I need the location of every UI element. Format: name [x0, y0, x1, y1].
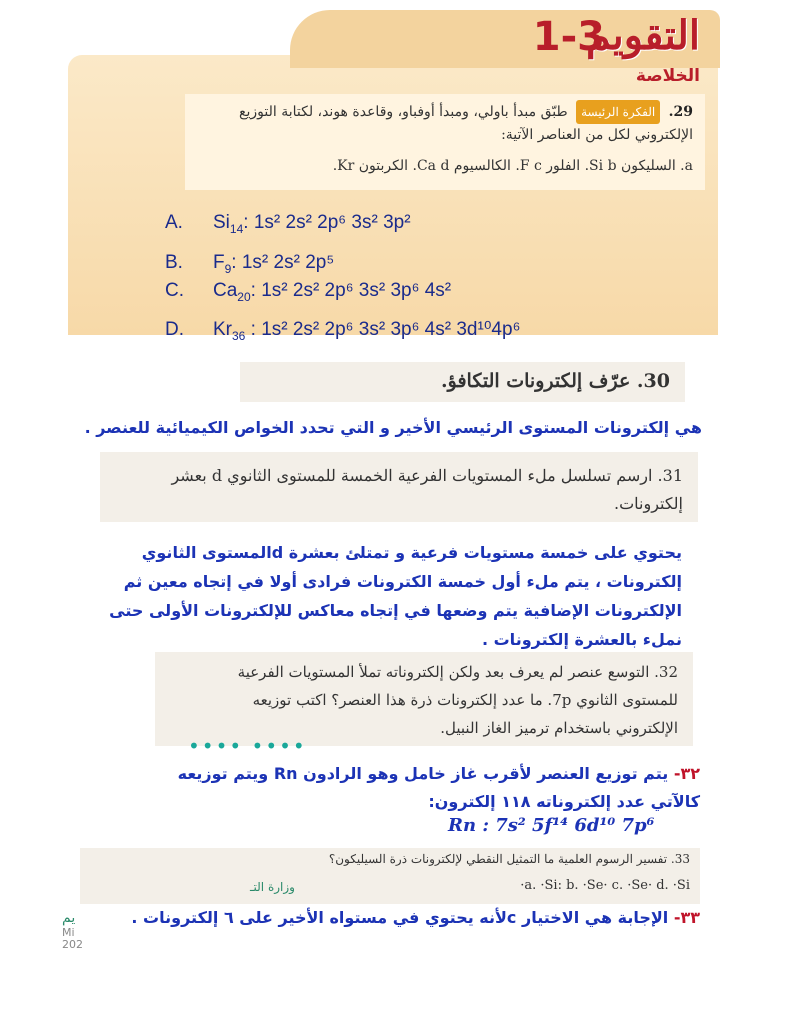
question-33-text: 33. تفسير الرسوم العلمية ما التمثيل النقطي لإلكترونات ذرة السيليكون؟	[328, 852, 690, 866]
question-33-box	[80, 848, 700, 904]
decorative-dots: •••• ••••	[188, 734, 307, 758]
question-30-box	[240, 362, 685, 402]
question-31-box	[100, 452, 698, 522]
summary-label: الخلاصة	[635, 66, 700, 86]
question-29-box	[185, 94, 705, 190]
question-32-box	[155, 652, 693, 746]
question-29-line1: طبّق مبدأ باولي، ومبدأ أوفباو، وقاعدة هوند، لكتابة التوزيع	[239, 104, 568, 120]
question-29-options: a. السليكون Si b. الفلور F c. الكالسيوم Ca d. الكربتون Kr.	[332, 158, 693, 174]
side-fragment-3: 202	[62, 938, 83, 951]
ministry-watermark: وزارة التـ	[250, 880, 295, 894]
answer-33: ٣٣- الإجابة هي الاختيار cلأنه يحتوي في مستواه الأخير على ٦ إلكترونات .	[131, 908, 700, 927]
question-33-options: a. ·Si: b. ·Se· c. ·Se· d. ·Si·	[520, 878, 690, 893]
answer-32: ٣٢- يتم توزيع العنصر لأقرب غاز خامل وهو الرادون Rn ويتم توزيعه كالآتي عدد إلكتروناته ١١٨ إلكترون:	[177, 764, 700, 811]
answer-29-a: A. $Si_{14}$: 1s² 2s² 2p⁶ 3s² 3p²	[165, 212, 411, 236]
question-32-text: 32. التوسع عنصر لم يعرف بعد ولكن إلكتروناته تملأ المستويات الفرعية للمستوى الثانوي 7p. ما عدد إلكترونات ذرة هذا العنصر؟ اكتب توزيعه الإلكتروني باستخدام ترميز الغاز النبيل.	[237, 663, 678, 737]
page-title: التقويم	[585, 12, 700, 59]
main-idea-badge: الفكرة الرئيسة	[576, 100, 660, 124]
answer-29-b: B. $F_9$: 1s² 2s² 2p⁵	[165, 252, 335, 276]
side-fragment-1: يم	[62, 910, 76, 926]
question-31-text: 31. ارسم تسلسل ملء المستويات الفرعية الخمسة للمستوى الثانوي d بعشر إلكترونات.	[171, 466, 683, 513]
answer-32-config: Rn : 7s² 5f¹⁴ 6d¹⁰ 7p⁶	[448, 815, 655, 836]
question-29-text	[193, 100, 693, 146]
answer-29-d: D. $Kr_{36}$ : 1s² 2s² 2p⁶ 3s² 3p⁶ 4s² 3d¹⁰4p⁶	[165, 319, 521, 343]
answer-29-c: C. $Ca_{20}$: 1s² 2s² 2p⁶ 3s² 3p⁶ 4s²	[165, 280, 452, 304]
question-29-line2: الإلكتروني لكل من العناصر الآتية:	[501, 127, 693, 143]
section-number: 1-3	[532, 14, 605, 60]
answer-31: يحتوي على خمسة مستويات فرعية و تمتلئ بعشرة dالمستوى الثانوي إلكترونات ، يتم ملء أول خمسة الكترونات فرادى أولا في إتجاه معين ثم الإلكترونات الإضافية يتم وضعها في إتجاه معاكس للإلكترونات الأولى حتى نملء بالعشرة إلكترونات .	[109, 543, 682, 649]
side-fragment-2: Mi	[62, 926, 75, 939]
answer-30: هي إلكترونات المستوى الرئيسي الأخير و التي تحدد الخواص الكيميائية للعنصر .	[84, 418, 702, 437]
question-30-text: 30. عرّف إلكترونات التكافؤ.	[441, 370, 670, 392]
question-29-number: 29.	[668, 104, 693, 120]
